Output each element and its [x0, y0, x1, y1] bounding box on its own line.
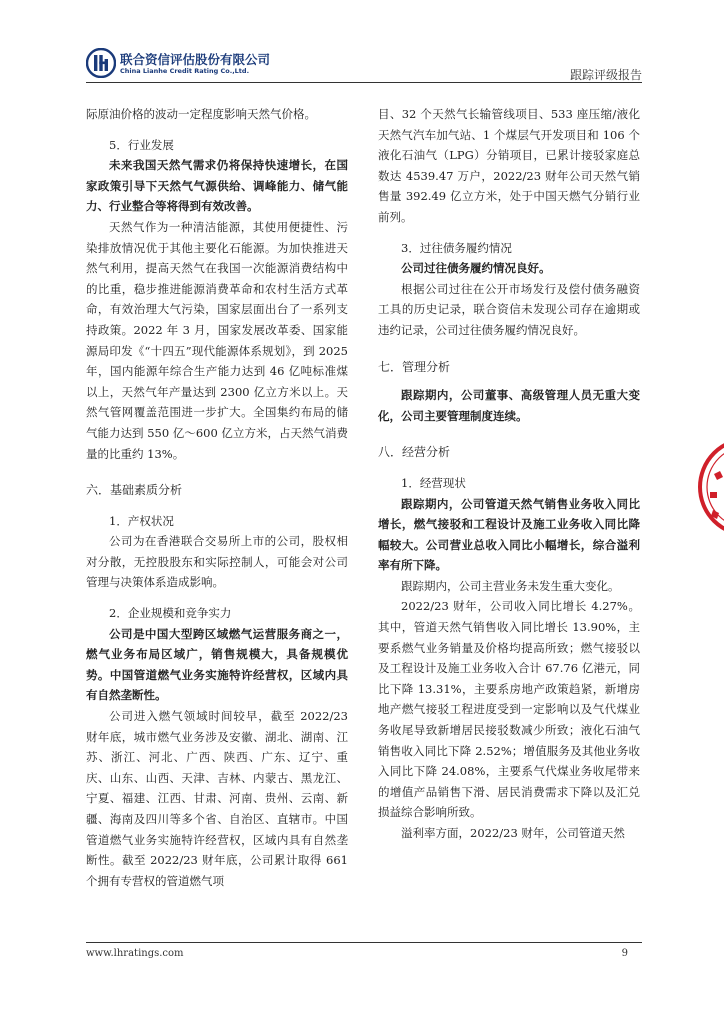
- paragraph: 目、32 个天然气长输管线项目、533 座压缩/液化天然气汽车加气站、1 个煤层气开发项目和 106 个液化石油气（LPG）分销项目，已累计接驳家庭总数达 4539.47 万户，2022/23 财年公司天然气销售量 392.49 亿立方米，处于中国天燃气分销行业前列。: [378, 107, 640, 224]
- section-title: 七．管理分析: [378, 359, 451, 374]
- footer-divider: [86, 942, 642, 943]
- page-header: [86, 46, 642, 80]
- bold-summary: 跟踪期内，公司董事、高级管理人员无重大变化，公司主要管理制度连续。: [378, 388, 640, 423]
- subsection-title: 2．企业规模和竞争实力: [109, 606, 232, 621]
- section-title: 六．基础素质分析: [86, 483, 183, 498]
- report-type: 跟踪评级报告: [569, 68, 642, 82]
- seal-stamp-icon: [696, 432, 724, 542]
- paragraph: 天然气作为一种清洁能源，其使用便捷性、污染排放情况优于其他主要化石能源。为加快推进天然气利用，提高天然气在我国一次能源消费结构中的比重，稳步推进能源消费革命和农村生活方式革命，有效治理大气污染，国家层面出台了一系列支持政策。2022 年 3 月，国家发展改革委、国家能源局印发《“十四五”现代能源体系规划》，到 2025 年，国内能源年综合生产能力达到 46 亿吨标准煤以上，天然气年产量达到 2300 亿立方米以上。天然气管网覆盖范围进一步扩大。全国集约布局的储气能力达到 550 亿～600 亿立方米，占天然气消费量的比重约 13%。: [86, 219, 348, 461]
- paragraph: 溢利率方面，2022/23 财年，公司管道天然: [401, 826, 625, 840]
- subsection-title: 5．行业发展: [109, 137, 174, 152]
- page-number: 9: [621, 948, 628, 959]
- header-divider: [86, 82, 642, 83]
- footer-website-link[interactable]: www.lhratings.com: [86, 948, 184, 959]
- paragraph: 际原油价格的波动一定程度影响天然气价格。: [86, 107, 316, 121]
- paragraph: 公司进入燃气领域时间较早，截至 2022/23 财年底，城市燃气业务涉及安徽、湖北、湖南、江苏、浙江、河北、广西、陕西、广东、辽宁、重庆、山东、山西、天津、吉林、内蒙古、黑龙江、宁夏、福建、江西、甘肃、河南、贵州、云南、新疆、海南及四川等多个省、自治区、直辖市。中国管道燃气业务实施特许经营权，区域内具有自然垄断性。截至 2022/23 财年底，公司累计取得 661 个拥有专营权的管道燃气项: [86, 709, 348, 888]
- paragraph: 根据公司过往在公开市场发行及偿付债务融资工具的历史记录，联合资信未发现公司存在逾期或违约记录，公司过往债务履约情况良好。: [378, 281, 640, 337]
- paragraph: 公司为在香港联合交易所上市的公司，股权相对分散，无控股股东和实际控制人，可能会对公司管理与决策体系造成影响。: [86, 534, 348, 590]
- bold-summary: 未来我国天然气需求仍将保持快速增长，在国家政策引导下天然气气源供给、调峰能力、储气能力、行业整合等将得到有效改善。: [86, 158, 348, 214]
- bold-summary: 公司是中国大型跨区域燃气运营服务商之一，燃气业务布局区域广，销售规模大，具备规模优势。中国管道燃气业务实施特许经营权，区域内具有自然垄断性。: [86, 626, 348, 703]
- bold-summary: 跟踪期内，公司管道天然气销售业务收入同比增长，燃气接驳和工程设计及施工业务收入同比降幅较大。公司营业总收入同比小幅增长，综合溢利率有所下降。: [378, 496, 640, 573]
- company-logo-icon: [86, 48, 116, 78]
- subsection-title: 1．经营现状: [401, 475, 466, 490]
- subsection-title: 1．产权状况: [109, 513, 174, 528]
- right-column: [378, 104, 640, 844]
- company-name-en: China Lianhe Credit Rating Co.,Ltd.: [120, 67, 250, 75]
- paragraph: 2022/23 财年，公司收入同比增长 4.27%。其中，管道天然气销售收入同比增长 13.90%，主要系燃气业务销量及价格均提高所致；燃气接驳以及工程设计及施工业务收入合计 67.76 亿港元，同比下降 13.31%，主要系房地产政策趋紧，新增房地产燃气接驳工程进度受到一定影响以及气代煤业务收尾导致新增居民接驳数减少所致；液化石油气销售收入同比下降 2.52%；增值服务及其他业务收入同比下降 24.08%，主要系气代煤业务收尾带来的增值产品销售下滑、居民消费需求下降以及汇兑损益综合影响所致。: [378, 599, 640, 820]
- paragraph: 跟踪期内，公司主营业务未发生重大变化。: [401, 578, 620, 593]
- bold-summary: 公司过往债务履约情况良好。: [401, 261, 551, 276]
- subsection-title: 3．过往债务履约情况: [401, 240, 512, 255]
- left-column: [86, 104, 348, 891]
- company-name: 联合资信评估股份有限公司: [120, 52, 271, 67]
- section-title: 八．经营分析: [378, 445, 451, 460]
